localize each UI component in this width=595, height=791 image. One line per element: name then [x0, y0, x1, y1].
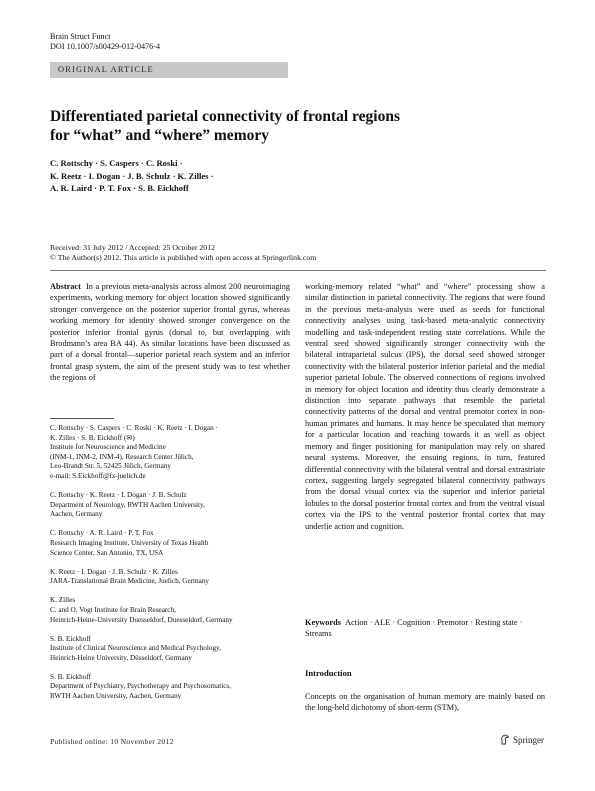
affiliation-line: K. Reetz · I. Dogan · J. B. Schulz · K. Zilles [50, 567, 178, 576]
keywords-heading: Keywords [305, 618, 341, 627]
affiliation-line: Heinrich-Heine University, Düsseldorf, Germany [50, 653, 192, 662]
affiliation-line: (INM-1, INM-2, INM-4), Research Center Jülich, [50, 452, 194, 461]
affiliation-block [50, 491, 290, 520]
authors-line-3: A. R. Laird · P. T. Fox · S. B. Eickhoff [50, 183, 189, 193]
affiliation-line: C. and O. Vogt Institute for Brain Research, [50, 605, 176, 614]
affiliation-line: S. B. Eickhoff [50, 634, 91, 643]
springer-horse-icon [500, 734, 510, 745]
affiliation-line: Research Imaging Institute, University of Texas Health [50, 538, 209, 547]
affiliation-line: S. B. Eickhoff [50, 672, 91, 681]
article-title [50, 107, 470, 145]
affiliation-line: RWTH Aachen University, Aachen, Germany [50, 692, 182, 701]
published-online: Published online: 10 November 2012 [50, 737, 174, 746]
received-accepted: Received: 31 July 2012 / Accepted: 25 October 2012 [50, 243, 215, 252]
abstract-left-column [50, 281, 290, 384]
affiliation-line: Department of Psychiatry, Psychotherapy and Psychosomatics, [50, 682, 231, 691]
copyright-notice: © The Author(s) 2012. This article is published with open access at Springerlink.com [50, 253, 317, 262]
publisher-logo [500, 734, 544, 745]
affiliation-line: C. Rottschy · A. R. Laird · P. T. Fox [50, 529, 154, 538]
journal-name: Brain Struct Funct [50, 32, 111, 41]
introduction-text: Concepts on the organisation of human memory are mainly based on the long-held dichotomy of short-term (STM), [305, 692, 545, 713]
affiliation-line: C. Rottschy · K. Reetz · I. Dogan · J. B. Schulz [50, 491, 187, 500]
affiliation-block [50, 596, 290, 625]
publication-dates [50, 243, 350, 263]
article-type-banner [50, 62, 288, 78]
doi: DOI 10.1007/s00429-012-0476-4 [50, 42, 161, 51]
article-type-label: ORIGINAL ARTICLE [58, 65, 154, 74]
affiliation-line: JARA-Translational Brain Medicine, Juelich, Germany [50, 577, 210, 586]
affiliation-line: Institute for Neuroscience and Medicine [50, 443, 166, 452]
affiliation-line: Leo-Brandt Str. 5, 52425 Jülich, Germany [50, 462, 171, 471]
affiliation-line: K. Zilles [50, 596, 76, 605]
abstract-text-left: In a previous meta-analysis across almost 200 neuroimaging experiments, working memory for object location showed significantly stronger convergence on the posterior superior frontal gyrus, whereas working memory for identity showed stronger convergence on the posterior inferior frontal gyrus (dorsal to, but overlapping with Brodmann’s area BA 44). As similar locations have been discussed as part of a dorsal frontal—superior parietal reach system and an inferior frontal grasp system, the aim of the present study was to test whether the regions of [50, 282, 290, 383]
affiliation-block [50, 424, 290, 482]
affiliation-line: Department of Neurology, RWTH Aachen University, [50, 500, 205, 509]
affiliation-line: Aachen, Germany [50, 510, 103, 519]
affiliation-block [50, 529, 290, 558]
abstract-text-right: working-memory related “what” and “where” processing show a similar distinction in parietal connectivity. The regions that were found in the previous meta-analysis were used as seeds for functional connectivity analyses using task-based meta-analytic connectivity modelling and task-independent resting state correlations. While the ventral seed showed significantly stronger connectivity with the bilateral intraparietal sulcus (IPS), the dorsal seed showed stronger connectivity with the bilateral posterior inferior parietal and the medial superior parietal lobule. The observed connections of regions involved in memory for object location and identity thus clearly demonstrate a distinction into separate pathways that resemble the parietal connectivity patterns of the dorsal and ventral premotor cortex in non-human primates and humans. It may hence be speculated that memory for a particular location and reaching towards it as well as object memory and finger positioning for manipulation may rely on shared neural systems. Moreover, the ensuing regions, in turn, featured differential connectivity with the bilateral ventral and dorsal extrastriate cortex, suggesting largely segregated bilateral connectivity pathways from the dorsal visual cortex via the superior and inferior parietal lobules to the dorsal posterior frontal cortex and from the ventral visual cortex via the IPS to the ventral posterior frontal cortex that may underlie action and cognition. [305, 282, 545, 531]
author-list [50, 157, 350, 195]
title-line-2: for “what” and “where” memory [50, 127, 269, 144]
keywords-block [305, 617, 545, 640]
introduction-heading: Introduction [305, 668, 352, 678]
abstract-heading: Abstract [50, 282, 81, 291]
affiliation-divider [50, 418, 114, 419]
title-line-1: Differentiated parietal connectivity of frontal regions [50, 108, 400, 125]
affiliation-line: Heinrich-Heine-University Duesseldorf, Duesseldorf, Germany [50, 615, 233, 624]
affiliation-line: Institute of Clinical Neuroscience and Medical Psychology, [50, 644, 221, 653]
header-divider [50, 270, 546, 271]
affiliation-block [50, 635, 290, 664]
affiliation-line: Science Center, San Antonio, TX, USA [50, 548, 164, 557]
keywords-text: Action · ALE · Cognition · Premotor · Resting state · Streams [305, 618, 523, 639]
publisher-name: Springer [513, 734, 544, 745]
abstract-right-column [305, 281, 545, 532]
affiliation-block [50, 673, 290, 702]
authors-line-2: K. Reetz · I. Dogan · J. B. Schulz · K. Zilles · [50, 170, 214, 181]
authors-line-1: C. Rottschy · S. Caspers · C. Roski · [50, 158, 183, 168]
affiliations [50, 424, 290, 711]
email-link[interactable]: e-mail: S.Eickhoff@fz-juelich.de [50, 471, 146, 480]
affiliation-line: C. Rottschy · S. Caspers · C. Roski · K. Reetz · I. Dogan · [50, 424, 218, 432]
affiliation-line: K. Zilles · S. B. Eickhoff (✉) [50, 433, 135, 442]
affiliation-block [50, 568, 290, 587]
